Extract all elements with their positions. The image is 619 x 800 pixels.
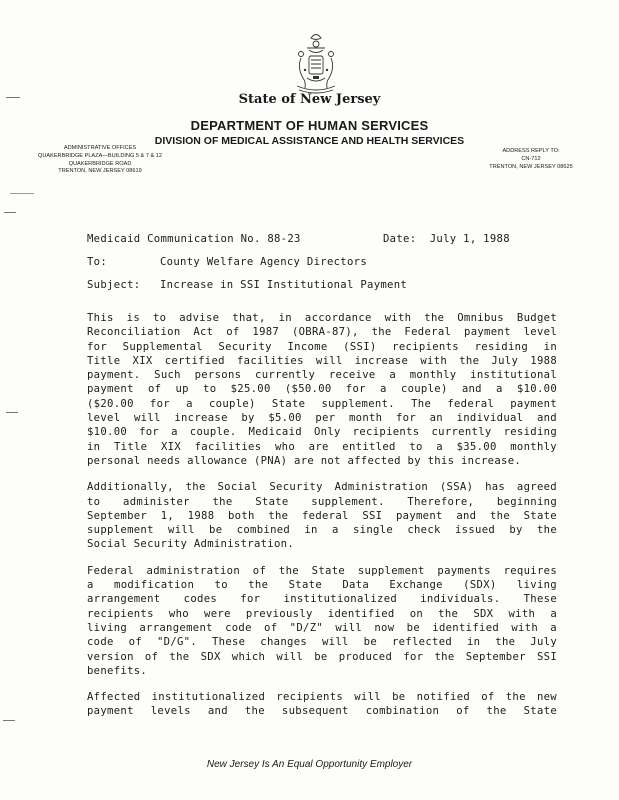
- text-line: Federal administration of the State supplement payments requires: [87, 564, 557, 577]
- paragraph-3: [87, 564, 557, 678]
- text-line: $10.00 for a couple. Medicaid Only recipients currently residing: [87, 426, 557, 439]
- paragraph-1: [87, 311, 557, 468]
- text-line: in Title XIX facilities who are entitled to a $35.00 monthly: [87, 440, 557, 453]
- to-label: To:: [87, 256, 108, 268]
- text-line: ($20.00 for a couple) State supplement. The federal payment: [87, 397, 557, 410]
- text-line: code of "D/G". These changes will be reflected in the July: [87, 636, 557, 649]
- text-line: for Supplemental Security Income (SSI) recipients residing in: [87, 340, 557, 353]
- date-value: July 1, 1988: [429, 233, 510, 245]
- scan-mark: [10, 193, 34, 194]
- department-title: DEPARTMENT OF HUMAN SERVICES: [190, 118, 429, 133]
- text-line: recipients who were previously identified on the SDX with a: [87, 607, 557, 620]
- text-line: a modification to the State Data Exchange (SDX) living: [87, 579, 557, 592]
- text-line: payment of up to $25.00 ($50.00 for a couple) and a $10.00: [87, 383, 557, 396]
- text-line: version of the SDX which will be produced for the September SSI: [87, 650, 557, 663]
- subject-value: Increase in SSI Institutional Payment: [160, 279, 408, 291]
- admin-offices-address: [0, 145, 200, 176]
- footer-equal-opportunity: New Jersey Is An Equal Opportunity Employer: [206, 759, 413, 770]
- reply-line: TRENTON, NEW JERSEY 08625: [489, 163, 573, 170]
- text-line: Title XIX certified facilities will increase with the July 1988: [87, 354, 557, 367]
- scan-mark: [3, 720, 15, 721]
- admin-line: QUAKERBRIDGE PLAZA—BUILDING 5 & 7 & 12: [37, 152, 163, 159]
- reply-line: CN-712: [521, 155, 541, 162]
- date-label: Date:: [383, 233, 417, 245]
- to-value: County Welfare Agency Directors: [160, 256, 368, 268]
- text-line: Additionally, the Social Security Administration (SSA) has agreed: [87, 481, 557, 494]
- scan-mark: [6, 97, 20, 98]
- text-line: Social Security Administration.: [87, 538, 295, 551]
- text-line: This is to advise that, in accordance with the Omnibus Budget: [87, 312, 557, 324]
- text-line: living arrangement code of "D/Z" will now be identified with a: [87, 621, 557, 634]
- text-line: arrangement codes for institutionalized individuals. These: [87, 593, 557, 606]
- admin-line: TRENTON, NEW JERSEY 08619: [58, 168, 142, 175]
- communication-value: 88-23: [267, 233, 301, 245]
- text-line: Reconciliation Act of 1987 (OBRA-87), the Federal payment level: [87, 326, 557, 339]
- text-line: Affected institutionalized recipients will be notified of the new: [87, 691, 557, 704]
- scan-mark: [4, 212, 16, 213]
- paragraph-2: [87, 480, 557, 551]
- text-line: payment. Such persons currently receive a monthly institutional: [87, 369, 557, 382]
- letter-body: [87, 311, 557, 731]
- scan-mark: [6, 412, 18, 413]
- division-title: DIVISION OF MEDICAL ASSISTANCE AND HEALTH SERVICES: [154, 135, 465, 147]
- text-line: benefits.: [87, 664, 148, 677]
- text-line: to administer the State supplement. Therefore, beginning: [87, 495, 557, 508]
- reply-line: ADDRESS REPLY TO:: [502, 148, 560, 154]
- subject-label: Subject:: [87, 279, 141, 291]
- admin-line: ADMINISTRATIVE OFFICES: [63, 145, 137, 151]
- communication-label: Medicaid Communication No.: [87, 233, 261, 245]
- text-line: personal needs allowance (PNA) are not affected by this increase.: [87, 454, 522, 467]
- admin-line: QUAKERBRIDGE ROAD: [68, 160, 132, 167]
- text-line: payment levels and the subsequent combination of the State: [87, 705, 557, 718]
- text-line: level will increase by $5.00 per month for an individual and: [87, 412, 557, 425]
- memo-date: [383, 233, 510, 245]
- communication-number: [87, 233, 301, 245]
- text-line: September 1, 1988 both the federal SSI payment and the State: [87, 509, 557, 522]
- reply-address: [461, 148, 601, 171]
- state-name: State of New Jersey: [238, 92, 381, 107]
- text-line: supplement will be combined in a single check issued by the: [87, 524, 557, 537]
- paragraph-4: [87, 690, 557, 719]
